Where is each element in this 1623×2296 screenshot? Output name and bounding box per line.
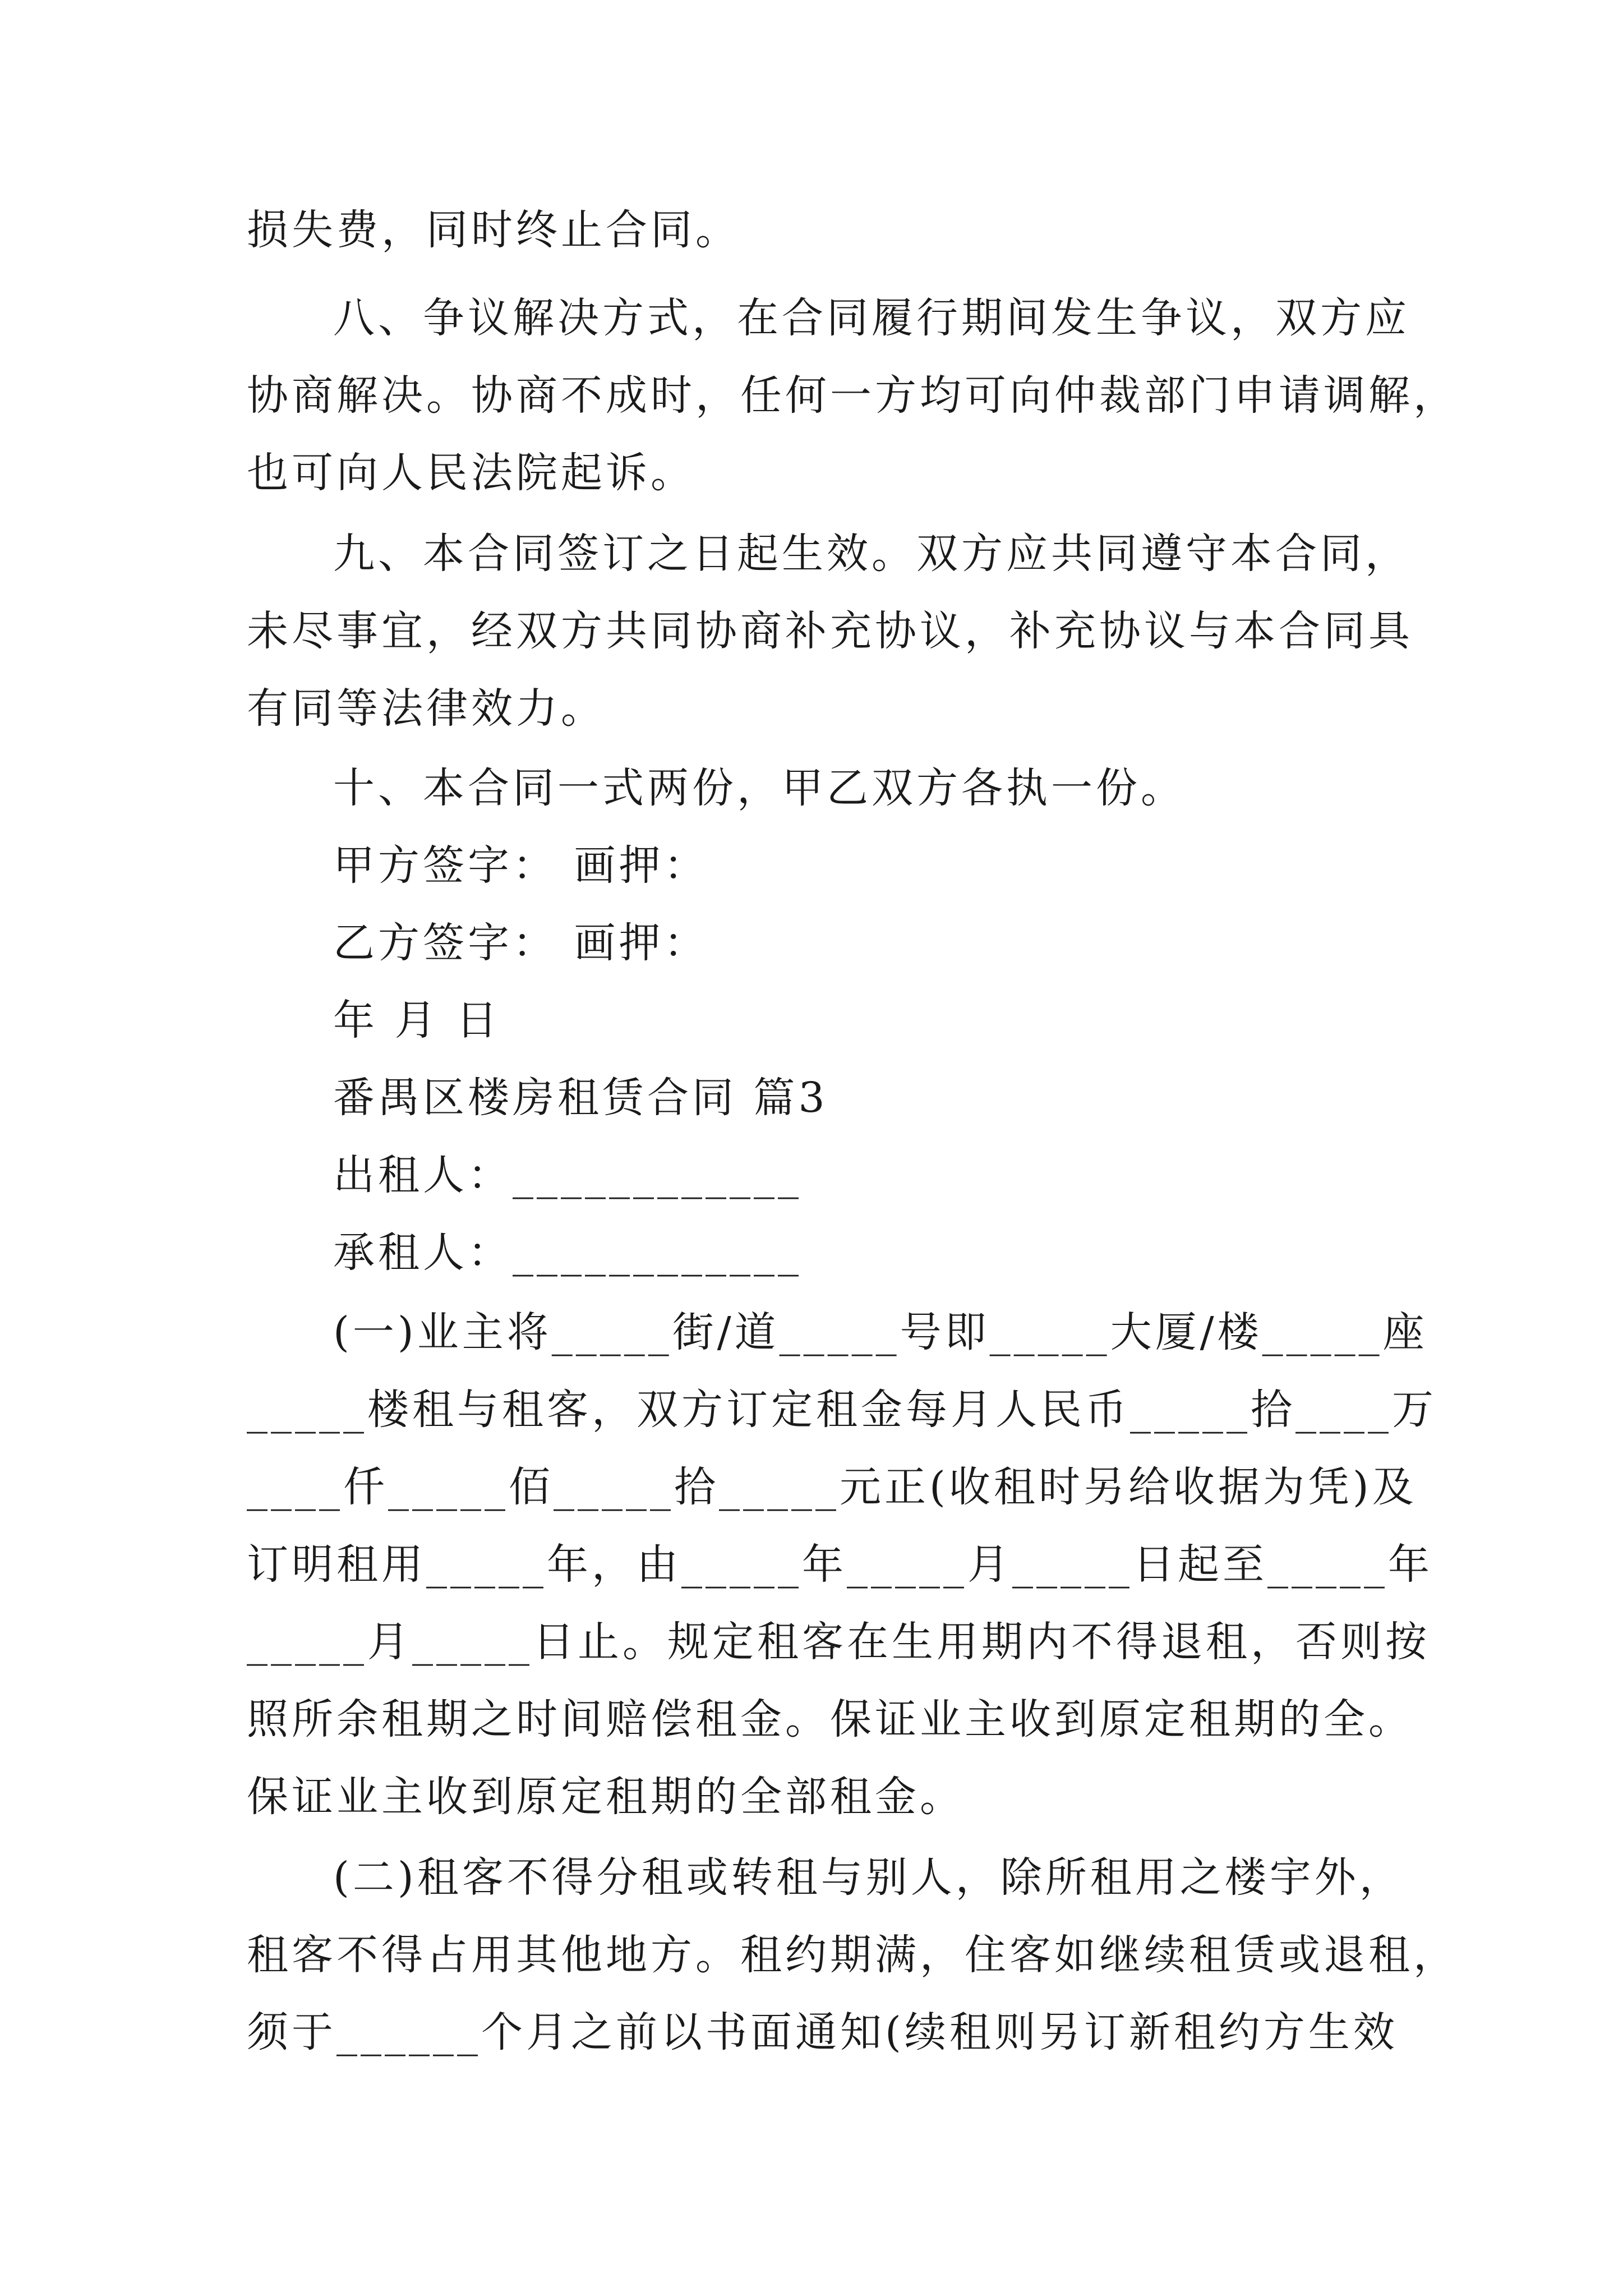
text-line: 也可向人民法院起诉。 [247, 449, 695, 497]
text-line: 有同等法律效力。 [247, 684, 606, 733]
text-line: 照所余租期之时间赔偿租金。保证业主收到原定租期的全。 [247, 1695, 1413, 1743]
text-line: _____月_____日止。规定租客在生用期内不得退租，否则按 [247, 1618, 1430, 1666]
lessor-field: 出租人：____________ [333, 1151, 802, 1199]
text-line: 十、本合同一式两份，甲乙双方各执一份。 [333, 764, 1186, 812]
text-line: 协商解决。协商不成时，任何一方均可向仲裁部门申请调解， [247, 371, 1458, 420]
lessee-field: 承租人：____________ [333, 1228, 802, 1277]
text-line: 未尽事宜，经双方共同协商补充协议，补充协议与本合同具 [247, 607, 1413, 655]
text-line: ____仟_____佰_____拾_____元正(收租时另给收据为凭)及 [247, 1463, 1417, 1511]
text-line: 订明租用_____年，由_____年_____月_____日起至_____年 [247, 1540, 1433, 1589]
text-line: 须于______个月之前以书面通知(续租则另订新租约方生效 [247, 2008, 1398, 2056]
signature-line-party-b: 乙方签字： 画押： [333, 919, 709, 967]
text-line: 租客不得占用其他地方。租约期满，住客如继续租赁或退租， [247, 1931, 1458, 1979]
text-line: (一)业主将_____街/道_____号即_____大厦/楼_____座 [333, 1308, 1428, 1356]
text-line: 损失费，同时终止合同。 [247, 206, 740, 254]
text-line: 八、争议解决方式，在合同履行期间发生争议，双方应 [333, 294, 1410, 342]
date-line: 年 月 日 [333, 996, 501, 1045]
text-line: _____楼租与租客，双方订定租金每月人民币_____拾____万 [247, 1386, 1437, 1434]
text-line: 保证业主收到原定租期的全部租金。 [247, 1773, 965, 1821]
text-line: (二)租客不得分租或转租与别人，除所租用之楼宇外， [333, 1853, 1404, 1902]
text-line: 九、本合同签订之日起生效。双方应共同遵守本合同， [333, 530, 1410, 578]
section-title: 番禺区楼房租赁合同 篇3 [333, 1074, 828, 1122]
signature-line-party-a: 甲方签字： 画押： [333, 841, 709, 890]
